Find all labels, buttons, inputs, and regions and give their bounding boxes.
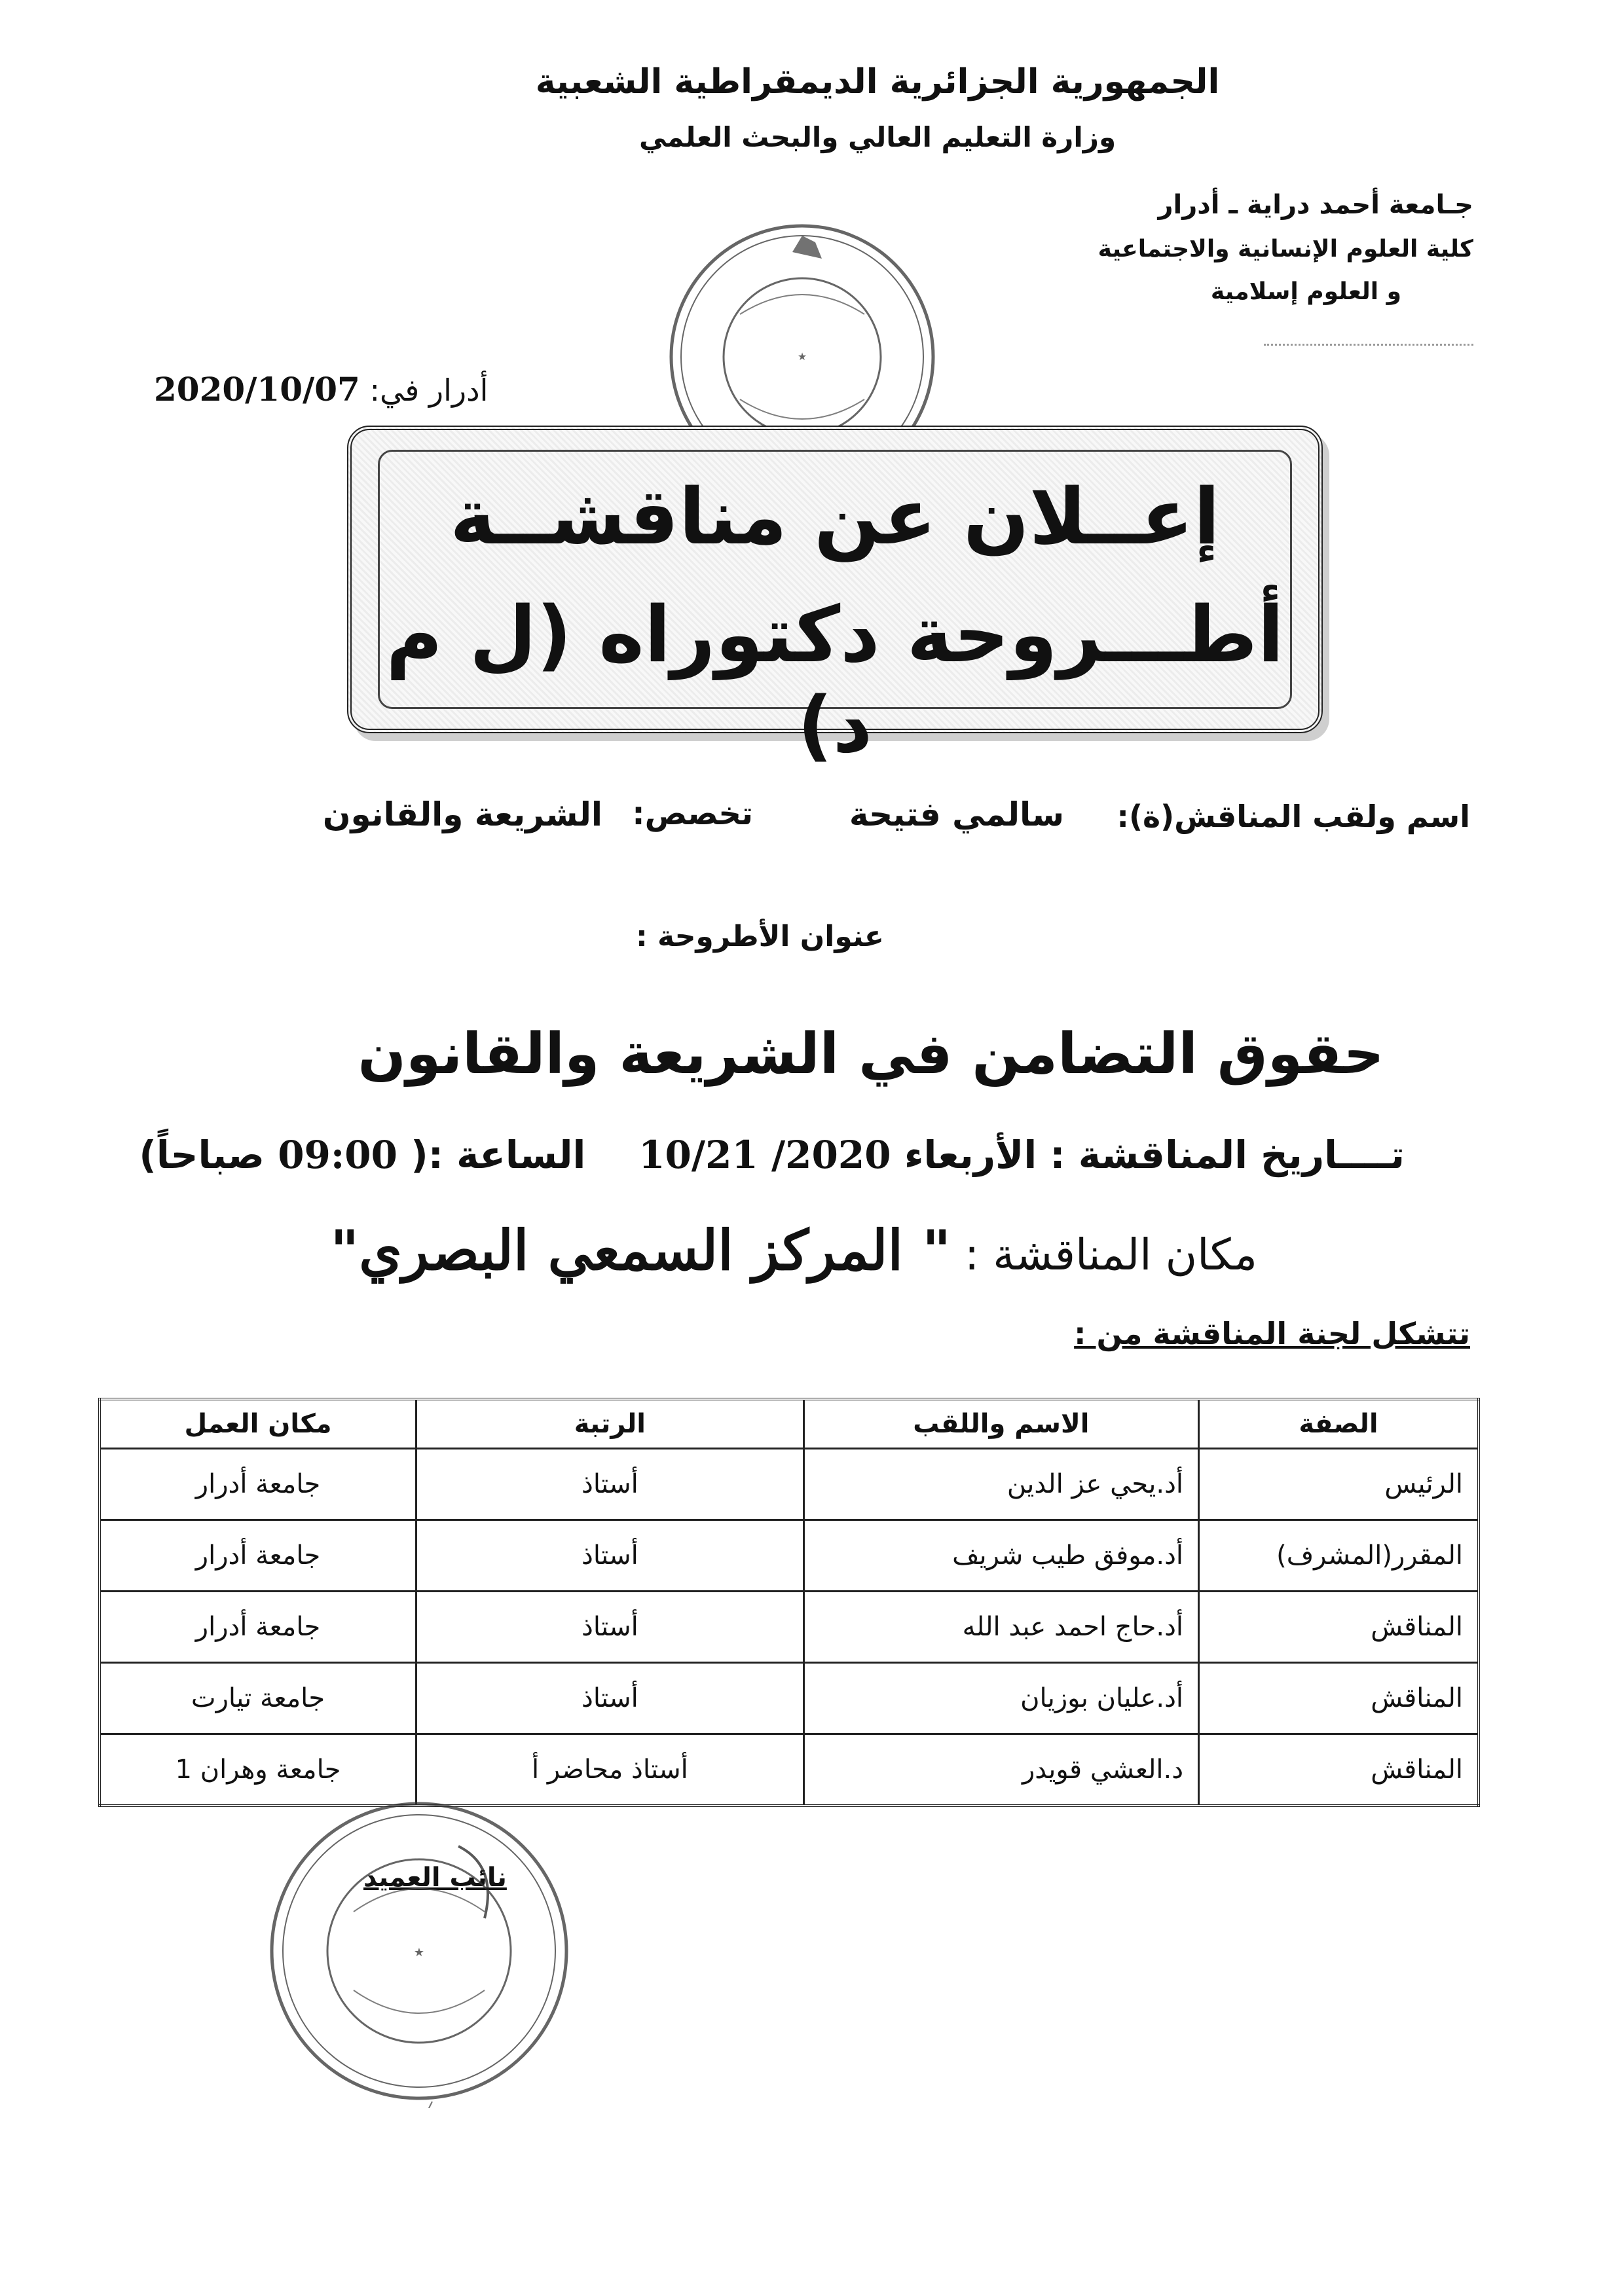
defense-venue — [330, 1218, 1257, 1283]
member-institution: جامعة وهران 1 — [100, 1734, 416, 1806]
dotted-divider — [1264, 344, 1473, 346]
header-name: الاسم واللقب — [803, 1399, 1198, 1449]
member-rank: أستاذ — [416, 1520, 804, 1592]
member-role: المقرر(المشرف) — [1199, 1520, 1479, 1592]
member-name: د.العشي قويدر — [803, 1734, 1198, 1806]
defense-time-suffix: صباحاً) — [139, 1133, 265, 1177]
table-row — [100, 1663, 1479, 1734]
specialty-value: الشريعة والقانون — [322, 795, 602, 833]
table-row — [100, 1592, 1479, 1663]
place-date-label: أدرار في: — [369, 373, 489, 408]
member-rank: أستاذ محاضر أ — [416, 1734, 804, 1806]
faculty-line-1: كلية العلوم الإنسانية والاجتماعية — [1098, 236, 1473, 263]
place-date — [154, 370, 488, 409]
defense-date: 2020/ 10/21 — [638, 1133, 891, 1177]
issue-date: 2020/10/07 — [154, 370, 360, 409]
defense-day: الأربعاء — [904, 1133, 1037, 1177]
member-rank: أستاذ — [416, 1663, 804, 1734]
university-name: جـامعة أحمد دراية ـ أدرار — [1158, 190, 1473, 220]
member-name: أد.موفق طيب شريف — [803, 1520, 1198, 1592]
svg-text:★: ★ — [797, 350, 807, 363]
table-row — [100, 1449, 1479, 1520]
ministry-title: وزارة التعليم العالي والبحث العلمي — [638, 121, 1116, 153]
member-name: أد.يحي عز الدين — [803, 1449, 1198, 1520]
announcement-subtitle: أطـــروحة دكتوراه (ل م د) — [386, 589, 1284, 770]
member-institution: جامعة أدرار — [100, 1592, 416, 1663]
header-institution: مكان العمل — [100, 1399, 416, 1449]
member-institution: جامعة أدرار — [100, 1449, 416, 1520]
member-role: الرئيس — [1199, 1449, 1479, 1520]
thesis-title-label: عنوان الأطروحة : — [636, 920, 884, 953]
member-role: المناقش — [1199, 1592, 1479, 1663]
member-rank: أستاذ — [416, 1449, 804, 1520]
member-role: المناقش — [1199, 1663, 1479, 1734]
candidate-label: اسم ولقب المناقش(ة): — [1116, 799, 1470, 834]
venue-label: مكان المناقشة : — [964, 1230, 1257, 1280]
republic-title: الجمهورية الجزائرية الديمقراطية الشعبية — [535, 62, 1220, 101]
table-row — [100, 1520, 1479, 1592]
specialty-label: تخصص: — [632, 795, 753, 832]
committee-table — [98, 1398, 1480, 1807]
committee-header-row — [100, 1399, 1479, 1449]
thesis-title: حقوق التضامن في الشريعة والقانون — [358, 1021, 1384, 1087]
committee-label: تتشكل لجنة المناقشة من : — [1074, 1316, 1470, 1351]
faculty-line-2: و العلوم إسلامية — [1210, 278, 1401, 305]
venue-value: " المركز السمعي البصري" — [330, 1218, 951, 1283]
member-name: أد.عليان بوزيان — [803, 1663, 1198, 1734]
member-institution: جامعة تيارت — [100, 1663, 416, 1734]
svg-text:★: ★ — [413, 1946, 425, 1959]
university-stamp-bottom — [262, 1794, 576, 2108]
defense-datetime — [139, 1133, 1405, 1177]
member-role: المناقش — [1199, 1734, 1479, 1806]
candidate-name: سالمي فتيحة — [849, 795, 1064, 833]
defense-time-label: الساعة :( — [411, 1133, 586, 1177]
header-role: الصفة — [1199, 1399, 1479, 1449]
header-rank: الرتبة — [416, 1399, 804, 1449]
member-name: أد.حاج احمد عبد الله — [803, 1592, 1198, 1663]
announcement-title: إعــلان عن مناقشــة — [449, 471, 1221, 562]
member-institution: جامعة أدرار — [100, 1520, 416, 1592]
defense-time: 09:00 — [278, 1133, 398, 1177]
member-rank: أستاذ — [416, 1592, 804, 1663]
defense-date-label: تــــاريخ المناقشة : — [1050, 1133, 1405, 1177]
signature-label: نائب العميد — [363, 1863, 507, 1893]
